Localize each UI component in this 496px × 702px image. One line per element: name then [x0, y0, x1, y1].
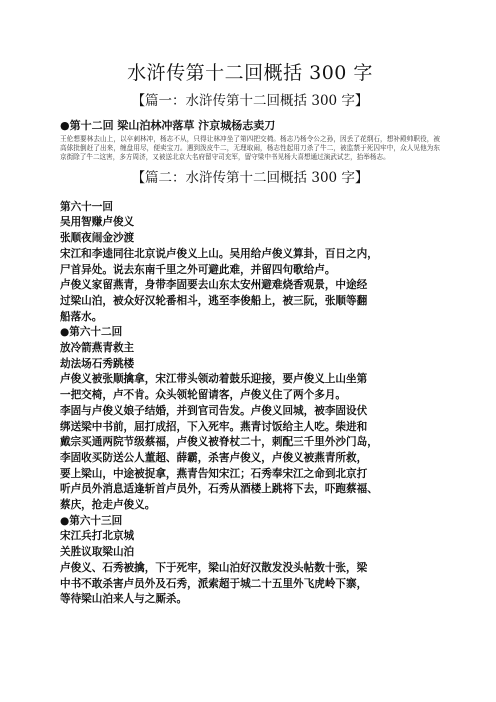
text-line: 吴用智赚卢俊义 — [60, 216, 135, 229]
text-line: 要上梁山，中途被捉拿，燕青告知宋江；石秀奉宋江之命到北京打 — [60, 467, 368, 480]
text-line: 李固与卢俊义娘子结婚，并到官司告发。卢俊义回城，被李固设伏 — [60, 404, 368, 417]
text-line: 宋江和李逵同往北京说卢俊义上山。吴用给卢俊义算卦，百日之内， — [60, 247, 378, 260]
section-heading-2: 【篇二：水浒传第十二回概括 300 字】 — [131, 169, 369, 186]
text-line: 戴宗买通两院节级蔡福，卢俊义被脊杖二十，刺配三千里外沙门岛， — [60, 436, 378, 449]
text-line: 听卢员外消息适逢斩首卢员外，石秀从酒楼上跳将下去，吓跑蔡福、 — [60, 483, 378, 496]
text-line: 等待梁山泊来人与之厮杀。 — [60, 593, 188, 606]
text-line: 卢俊义、石秀被擒，下于死牢，梁山泊好汉散发没头帖数十张，梁 — [60, 561, 368, 574]
section-heading-1: 【篇一：水浒传第十二回概括 300 字】 — [131, 93, 369, 109]
text-line: 卢俊义被张顺擒拿，宋江带头领动着鼓乐迎接，要卢俊义上山坐第 — [60, 373, 368, 386]
text-line: 第六十一回 — [60, 200, 113, 213]
text-line: 放冷箭燕青救主 — [60, 342, 135, 355]
text-line: 劫法场石秀跳楼 — [60, 357, 135, 370]
text-line: 一把交椅，卢不肯。众头领轮留请客，卢俊义住了两个多月。 — [60, 389, 347, 402]
text-line: 李固收买防送公人董超、薛霸，杀害卢俊义，卢俊义被燕青所救， — [60, 451, 368, 464]
text-line: 绑送梁中书前，屈打成招，下入死牢。燕青讨饭给主人吃。柴进和 — [60, 420, 368, 433]
text-line: 船落水。 — [60, 310, 103, 323]
text-line: 关胜议取梁山泊 — [60, 546, 135, 559]
text-line: 蔡庆，抢走卢俊义。 — [60, 499, 156, 512]
text-line: 卢俊义家留燕青，身带李固要去山东太安州避难烧香观景，中途经 — [60, 279, 368, 292]
text-line: 中书不敢杀害卢员外及石秀，派索超于城二十五里外飞虎岭下寨， — [60, 577, 368, 590]
text-line: ●第六十三回 — [60, 514, 123, 527]
body-text — [60, 200, 440, 608]
text-line: 尸首异处。说去东南千里之外可避此难，并留四句歌给卢。 — [60, 263, 336, 276]
chapter-heading: ●第十二回 梁山泊林冲落草 汴京城杨志卖刀 — [60, 119, 276, 132]
chapter-summary: 王伦想要林去山上，以卒刺林冲，杨志不从，只得让林冲坐了第四把交椅。杨志乃杨令公之孙，因丢了花纲石，想补殿帅职役，被高俅批倒赶了出来，缠盘用尽，便卖宝刀。遇到泼皮牛二，无理取闹，杨志性起用刀杀了牛二，被监禁于死囚牢中，众人见他为东京街除了牛二这害，多方周济，又被送北京大名府留守司充军，留守梁中书见杨大喜想通过演武试艺，抬举杨志。 — [60, 135, 440, 161]
document-title: 水浒传第十二回概括 300 字 — [127, 62, 373, 84]
text-line: ●第六十二回 — [60, 326, 123, 339]
text-line: 宋江兵打北京城 — [60, 530, 135, 543]
text-line: 张顺夜闹金沙渡 — [60, 232, 135, 245]
text-line: 过梁山泊，被众好汉轮番相斗，逃至李俊船上，被三阮，张顺等翻 — [60, 294, 368, 307]
document-page — [60, 58, 440, 608]
